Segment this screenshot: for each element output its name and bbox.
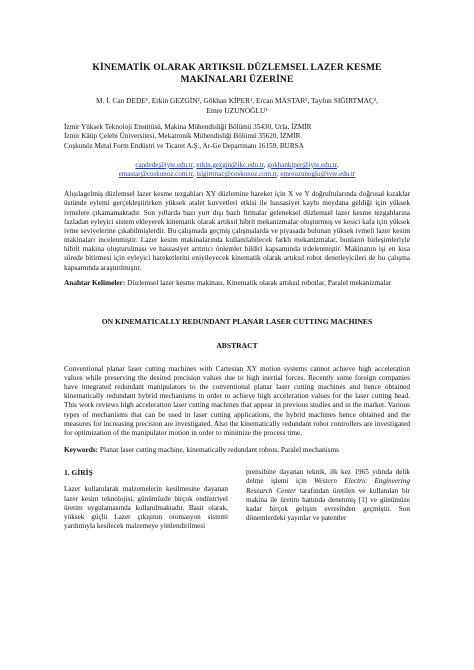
left-column bbox=[64, 468, 228, 531]
two-column-body bbox=[64, 468, 410, 531]
keywords-tr-label: Anahtar Kelimeler: bbox=[64, 277, 126, 287]
abstract-heading: ABSTRACT bbox=[216, 340, 258, 350]
paper-title bbox=[64, 62, 410, 86]
email-link[interactable]: erkin.gezgin@ikc.edu.tr bbox=[196, 160, 264, 169]
affiliations bbox=[64, 123, 410, 151]
email-link[interactable]: emastar@coskunoz.com.tr bbox=[118, 170, 193, 179]
author-list bbox=[64, 96, 410, 115]
authors-line-1: M. İ. Can DEDE¹, Erkin GEZGİN², Gökhan KİPER¹, Ercan MASTAR³, Tayfun SIĞIRTMAÇ³, bbox=[96, 96, 378, 105]
email-link[interactable]: tsigirtmac@coskunoz.com.tr bbox=[196, 170, 277, 179]
right-column bbox=[246, 468, 410, 531]
right-column-text-2: tarafından üretilen ve kullanılan bir makina ile üretim hattında denenmiş [1] ve günümüze kadar birçok gelişim evresinden geçmiştir. Son dönemlerdeki yayınlar ve patentler bbox=[246, 486, 410, 523]
affiliation-2: İzmir Kâtip Çelebi Üniversitesi, Mekatronik Mühendisliği Bölümü 35620, İZMİR bbox=[64, 132, 301, 141]
email-block: candede@iyte.edu.tr, erkin.gezgin@ikc.edu.tr, gokhankiper@iyte.edu.tr, emastar@coskunoz.com.tr, tsigirtmac@coskunoz.com.tr, emreuzunoglu@iyte.edu.tr bbox=[118, 160, 356, 179]
right-column-italic: Western Electric Engineering Research Center bbox=[246, 477, 410, 495]
keywords-tr bbox=[64, 278, 410, 287]
title-line-2: MAKİNALARI ÜZERİNE bbox=[180, 74, 294, 85]
title-line-1: KİNEMATİK OLARAK ARTIKSIL DÜZLEMSEL LAZER KESME bbox=[92, 62, 382, 73]
email-link[interactable]: emreuzunoglu@iyte.edu.tr bbox=[280, 170, 356, 179]
keywords-en-text: Planar laser cutting machine, kinematically redundant robots, Paralel mechanisms bbox=[98, 445, 339, 455]
abstract-text: Conventional planar laser cutting machines with Cartesian XY motion systems cannot achieve high acceleration values while preserving the desired precision values due to high inertial forces. Recently some foreign companies have integrated redundant manipulators to the conventional planar laser cutting machines and hence obtained kinematically redundant hybrid mechanisms in order to achieve high acceleration values for the laser cutting head. This work reviews high acceleration laser cutting machines that appear in previous studies and in the market. Various types of mechanisms that can be used in laser cutting applications, the hybrid machines hence obtained and the measures for increasing precision are investigated. Also the kinematically redundant robot controllers are investigated for optimization of the manipulator motion in order to minimize the process time. bbox=[64, 363, 410, 437]
keywords-en bbox=[64, 445, 410, 454]
section-heading: 1. GİRİŞ bbox=[64, 468, 93, 478]
affiliation-3: Coşkunöz Metal Form Endüstri ve Ticaret A.Ş., Ar-Ge Departmanı 16159, BURSA bbox=[64, 141, 304, 150]
affiliation-1: İzmir Yüksek Teknoloji Enstitüsü, Makina Mühendisliği Bölümü 35430, Urla, İZMİR bbox=[64, 123, 312, 131]
keywords-en-label: Keywords: bbox=[64, 445, 99, 455]
email-link[interactable]: gokhankiper@iyte.edu.tr bbox=[267, 160, 337, 169]
right-column-text-1: prensibine dayanan teknik, ilk kez 1965 yılında delik delme işlemi için bbox=[246, 468, 410, 486]
english-title: ON KINEMATICALLY REDUNDANT PLANAR LASER CUTTING MACHINES bbox=[101, 316, 373, 326]
email-link[interactable]: candede@iyte.edu.tr bbox=[135, 160, 193, 169]
authors-line-2: Emre UZUNOĞLU¹ bbox=[206, 105, 268, 115]
ozet-text: Alışılagelmiş düzlemsel lazer kesme tezgahları XY düzlemine hareket için X ve Y doğrultularında doğrusal kızaklar üstünde eylemi gerçekleştirirken yüksek atalet kuvvetleri etkisi ile hassasiyet kaybı meydana geldiği için yüksek ivmelere çıkamamaktadır. Son yıllarda bazı yurt dışı bazlı firmalar geleneksel düzlemsel lazer kesme tezgahlarına fazladan eyleyici sistem ekleyerek kinematik olarak artıksıl hibrit mekanizmalar oluşturmuş ve kesici kafa için yüksek ivme seviyelerine çıkabilmişlerdir. Bu çalışmada geçmiş çalışmalarda ve piyasada bulunan yüksek ivmeli lazer kesim makinaları incelenmiştir. Lazer kesim makinalarında kullanılabilecek farklı mekanizmalar, bunların birleşimleriyle hibrit makina oluşturulması ve hassasiyet arttırıcı önlemler bildiri kapsamında irdelenmiştir. Makinanın işi en kısa sürede bitirmesi için eyleyici hareketlerini eniyileyecek kinematik olarak artıksıl robot denetleyicileri de bu çalışma kapsamında araştırılmıştır. bbox=[64, 189, 410, 272]
keywords-tr-text: Düzlemsel lazer kesme makinası, Kinematik olarak artıksıl robotlar, Paralel mekanizmalar bbox=[125, 277, 392, 287]
left-column-text: Lazer kullanılarak malzemelerin kesilmesine dayanan lazer kesim teknolojisi, günümüzde birçok endüstriyel üretim uygulamasında kullanılmaktadır. Basit olarak, yüksek güçlü Lazer çıkışının otomasyon sistemi yardımıyla kesilecek malzemeye yönlendirilmesi bbox=[64, 485, 228, 531]
